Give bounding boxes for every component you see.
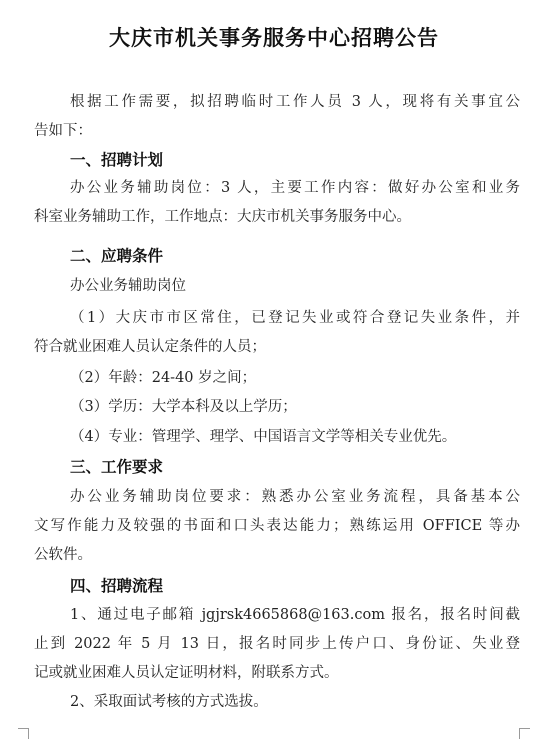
condition-item-1-line-1: （1）大庆市市区常住，已登记失业或符合登记失业条件，并 [70,310,520,326]
section-heading-plan: 一、招聘计划 [70,151,164,169]
plan-line-2: 科室业务辅助工作，工作地点：大庆市机关事务服务中心。 [34,209,411,225]
intro-line-1: 根据工作需要，拟招聘临时工作人员 3 人，现将有关事宜公 [70,94,520,110]
requirements-line-3: 公软件。 [34,547,92,563]
condition-item-4: （4）专业：管理学、理学、中国语言文学等相关专业优先。 [70,429,457,445]
page-corner-mark-left [18,728,29,739]
requirements-line-2: 文写作能力及较强的书面和口头表达能力；熟练运用 OFFICE 等办 [34,518,520,534]
condition-item-2: （2）年龄：24-40 岁之间； [70,370,257,386]
condition-item-1-line-2: 符合就业困难人员认定条件的人员； [34,339,266,355]
condition-item-3: （3）学历：大学本科及以上学历； [70,399,297,415]
process-item-2: 2、采取面试考核的方式选拔。 [70,694,268,710]
page-corner-mark-right [519,728,530,739]
section-heading-requirements: 三、工作要求 [70,458,164,476]
process-item-1-line-2: 止到 2022 年 5 月 13 日，报名时同步上传户口、身份证、失业登 [34,636,520,652]
document-title: 大庆市机关事务服务中心招聘公告 [109,26,439,50]
conditions-position: 办公业务辅助岗位 [70,278,186,294]
requirements-line-1: 办公业务辅助岗位要求：熟悉办公室业务流程，具备基本公 [70,489,520,505]
section-heading-conditions: 二、应聘条件 [70,247,164,265]
plan-line-1: 办公业务辅助岗位：3 人，主要工作内容：做好办公室和业务 [70,180,520,196]
section-heading-process: 四、招聘流程 [70,577,164,595]
process-item-1-line-1: 1、通过电子邮箱 jgjrsk4665868@163.com 报名，报名时间截 [70,607,520,623]
intro-line-2: 告如下： [34,123,92,139]
process-item-1-line-3: 记或就业困难人员认定证明材料，附联系方式。 [34,665,339,681]
